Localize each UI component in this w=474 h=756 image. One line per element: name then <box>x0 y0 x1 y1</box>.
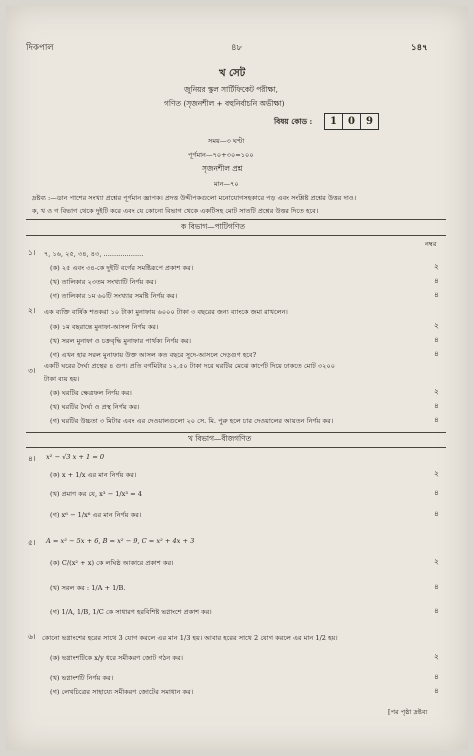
set-label: খ সেট <box>219 68 246 79</box>
item-marks: ৪ <box>434 509 439 518</box>
question-item: (খ) তালিকার ২৩তম সংখ্যাটি নির্ণয় কর। <box>50 278 157 286</box>
item-marks: ২ <box>434 469 439 478</box>
section-title: সৃজনশীল প্রশ্ন <box>202 164 243 173</box>
question-item: (খ) ঘরটির দৈর্ঘ্য ও প্রস্থ নির্ণয় কর। <box>50 403 140 411</box>
exam-subject: গণিত (সৃজনশীল + বহুনির্বাচনি অভীক্ষা) <box>164 99 285 108</box>
instruction-line-2: ক, খ ও গ বিভাগ থেকে দুইটি করে এবং যে কোনো বিভাগ থেকে একটিসহ মোট সাতটি প্রশ্নের উত্তর দিতে হবে। <box>32 207 319 215</box>
code-digit: 9 <box>366 116 373 127</box>
question-number: ১। <box>28 248 36 257</box>
item-marks: ২ <box>434 557 439 566</box>
question-stem: একটি ঘরের দৈর্ঘ্য প্রস্থের ৪ গুণ। প্রতি বর্গমিটার ১২.৫০ টাকা দরে ঘরটির মেঝে কার্পেট দিয়ে ঢাকতে মোট ৩২০০ <box>44 362 336 370</box>
page-number-right: ১৪৭ <box>411 43 428 53</box>
question-number: ৩। <box>28 366 36 375</box>
instruction-line-1: দ্রষ্টব্য :—ডান পাশের সংখ্যা প্রশ্নের পূর্ণমান জ্ঞাপক। প্রদত্ত উদ্দীপকগুলো মনোযোগসহকারে পড় এবং সংশ্লিষ্ট প্রশ্নের উত্তর দাও। <box>32 194 357 202</box>
question-item: (খ) সরল কর : 1/A + 1/B. <box>50 584 126 592</box>
marks-column-header: নম্বর <box>425 240 437 248</box>
item-marks: ৪ <box>434 672 439 681</box>
divider <box>26 235 446 236</box>
item-marks: ৪ <box>434 276 439 285</box>
divider <box>26 447 446 448</box>
code-digit: 0 <box>343 114 361 129</box>
question-item: (গ) x⁶ − 1/x⁶ এর মান নির্ণয় কর। <box>50 511 142 519</box>
item-marks: ৪ <box>434 415 439 424</box>
divider <box>26 219 446 220</box>
question-item: (ক) ভগ্নাংশটিকে x/y ধরে সমীকরণ জোট গঠন কর। <box>50 654 183 662</box>
item-marks: ৪ <box>434 686 439 695</box>
question-stem: A = x² − 5x + 6, B = x² − 9, C = x² + 4x + 3 <box>46 537 195 545</box>
item-marks: ৪ <box>434 401 439 410</box>
item-marks: ৪ <box>434 335 439 344</box>
question-item: (গ) এখন হার সরল মুনাফায় উক্ত আসল কত বছরে সুদে-আসলে দেড়গুণ হবে? <box>50 351 257 359</box>
question-item: (গ) 1/A, 1/B, 1/C কে সাধারণ হরবিশিষ্ট ভগ্নাংশে প্রকাশ কর। <box>50 608 212 616</box>
item-marks: ৪ <box>434 349 439 358</box>
item-marks: ৪ <box>434 582 439 591</box>
question-stem: কোনো ভগ্নাংশের হরের সাথে 3 যোগ করলে এর মান 1/3 হয়। আবার হরের সাথে 2 যোগ করলে এর মান 1/2 হয়। <box>42 634 338 642</box>
code-digit: 1 <box>325 114 343 129</box>
question-item: (খ) প্রমাণ কর যে, x³ − 1/x³ = 4 <box>50 490 142 498</box>
item-marks: ২ <box>434 652 439 661</box>
part-ka-title: ক বিভাগ—পাটিগণিত <box>181 222 245 231</box>
item-marks: ৪ <box>434 290 439 299</box>
part-kha-title: খ বিভাগ—বীজগণিত <box>188 434 252 443</box>
item-marks: ২ <box>434 321 439 330</box>
question-number: ৬। <box>28 632 36 641</box>
item-marks: ৪ <box>434 488 439 497</box>
item-marks: ৪ <box>434 606 439 615</box>
subject-code-box <box>324 113 379 130</box>
question-item: (গ) ঘরটির উচ্চতা ৩ মিটার এবং এর দেওয়ালগুলো ২০ সে. মি. পুরু হলে চার দেওয়ালের আয়তন নির্ণয় কর। <box>50 417 334 425</box>
subject-code-label: বিষয় কোড : <box>274 117 313 126</box>
exam-page <box>6 6 468 750</box>
exam-title: জুনিয়র স্কুল সার্টিফিকেট পরীক্ষা, <box>184 85 278 94</box>
full-marks: পূর্ণমান—৭০+৩০=১০০ <box>188 151 254 159</box>
item-marks: ২ <box>434 387 439 396</box>
question-item: (ক) x + 1/x এর মান নির্ণয় কর। <box>50 471 137 479</box>
section-marks: মান—৭০ <box>214 180 239 188</box>
question-stem: x² − √3 x + 1 = 0 <box>46 453 105 461</box>
question-item: (ক) ১ম বছরান্তে মুনাফা-আসল নির্ণয় কর। <box>50 323 159 331</box>
question-item: (গ) লেখচিত্রের সাহায্যে সমীকরণ জোটের সমাধান কর। <box>50 688 194 696</box>
question-item: (খ) ভগ্নাংশটি নির্ণয় কর। <box>50 674 114 682</box>
question-item: (ক) C/(x² + x) কে লঘিষ্ঠ আকারে প্রকাশ কর। <box>50 559 174 567</box>
question-number: ৪। <box>28 454 36 463</box>
question-item: (ক) ২৫ এবং ৩৪-কে দুইটি বর্গের সমষ্টিরূপে প্রকাশ কর। <box>50 264 194 272</box>
question-number: ৫। <box>28 538 36 547</box>
question-stem: এক ব্যক্তি বার্ষিক শতকরা ১০ টাকা মুনাফায় ৬০০০ টাকা ৩ বছরের জন্য ব্যাংকে জমা রাখলেন। <box>44 308 288 316</box>
book-title: দিকপাল <box>26 43 54 53</box>
exam-time: সময়—৩ ঘণ্টা <box>208 137 245 145</box>
page-number-center: ৪৮ <box>231 43 243 53</box>
question-number: ২। <box>28 306 36 315</box>
continue-note: [পর পৃষ্ঠা দ্রষ্টব্য <box>388 708 428 716</box>
divider <box>26 432 446 433</box>
question-item: (ক) ঘরটির ক্ষেত্রফল নির্ণয় কর। <box>50 389 132 397</box>
item-marks: ২ <box>434 262 439 271</box>
question-item: (গ) তালিকার ১ম ৬০টি সংখ্যার সমষ্টি নির্ণয় কর। <box>50 292 178 300</box>
question-stem: ৭, ১৬, ২৫, ৩৪, ৪৩, ................... <box>44 250 144 258</box>
question-item: (খ) সরল মুনাফা ও চক্রবৃদ্ধি মুনাফার পার্থক্য নির্ণয় কর। <box>50 337 192 345</box>
question-stem-continued: টাকা ব্যয় হয়। <box>44 375 80 383</box>
